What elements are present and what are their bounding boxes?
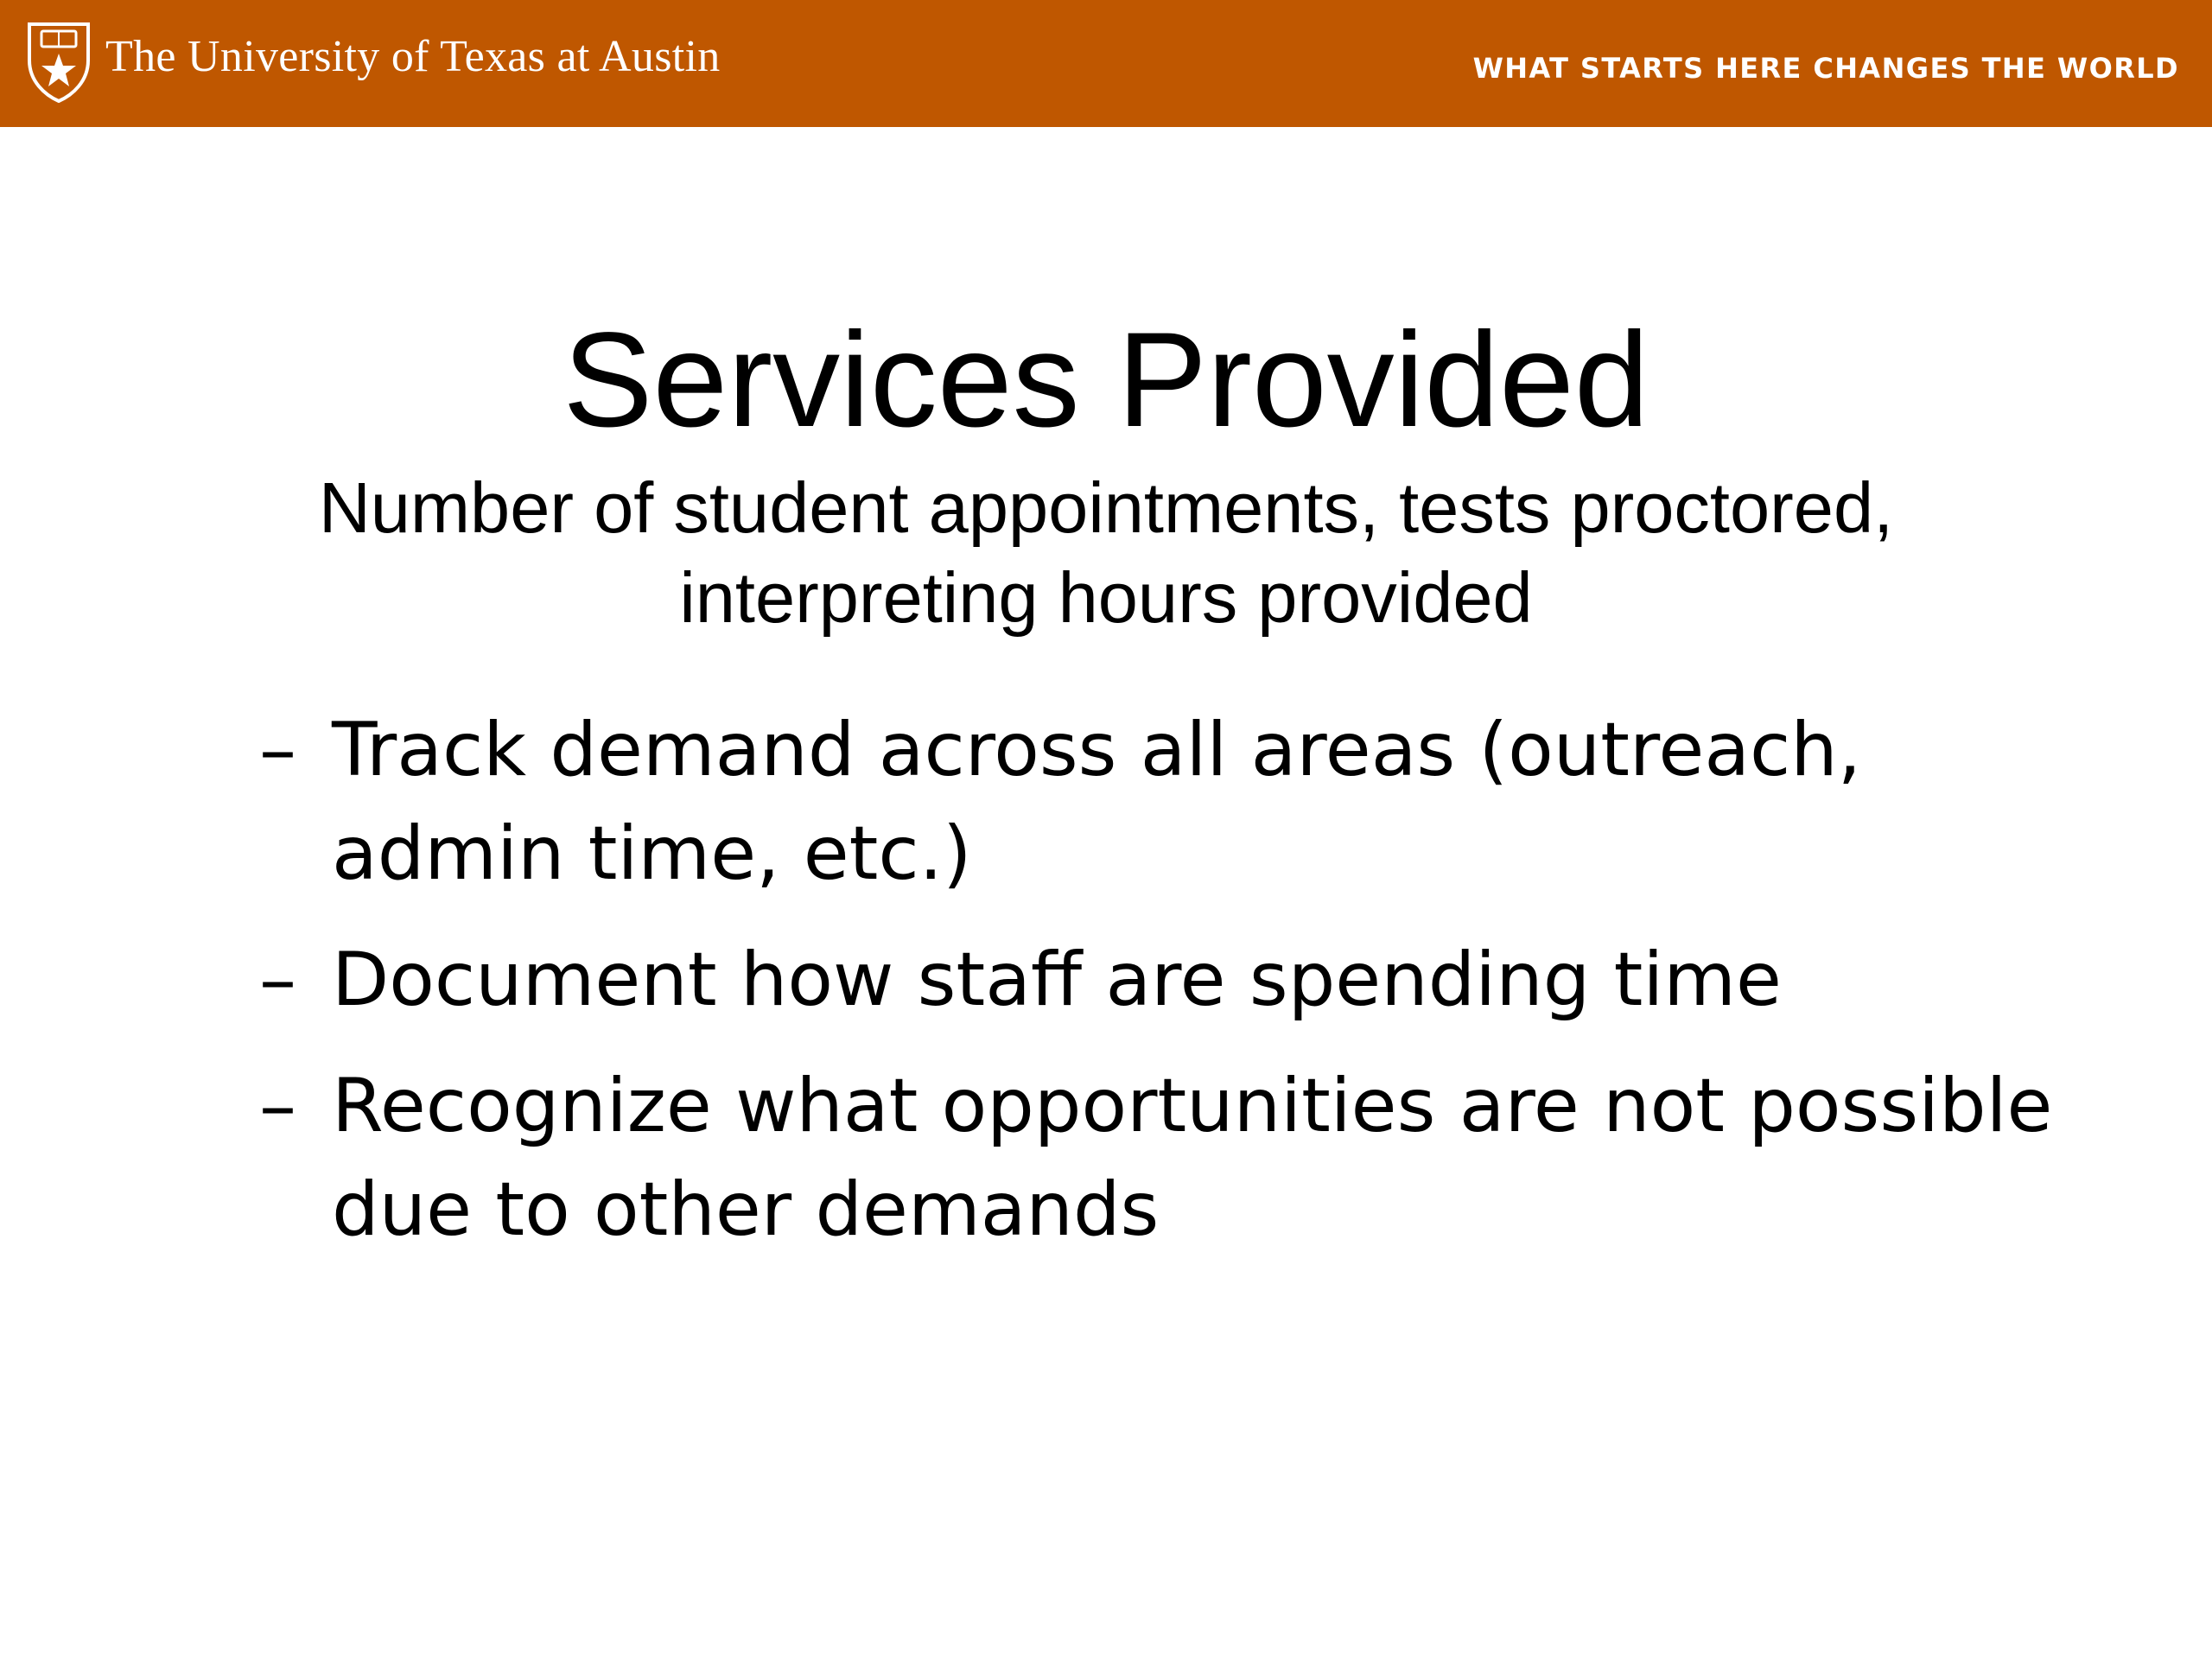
slide-title: Services Provided: [563, 305, 1649, 455]
header-bar: [0, 0, 2212, 127]
bullet-text: Recognize what opportunities are not possible due to other demands: [332, 1063, 2053, 1253]
bullet-list: [259, 698, 2056, 1284]
bullet-item: [259, 1054, 2056, 1262]
ut-shield-icon: [26, 21, 92, 104]
bullet-item: [259, 698, 2056, 906]
bullet-text: Track demand across all areas (outreach, admin time, etc.): [332, 707, 1862, 897]
tagline: WHAT STARTS HERE CHANGES THE WORLD: [1472, 52, 2179, 85]
bullet-item: [259, 928, 2056, 1032]
slide-subtitle: Number of student appointments, tests proctored, interpreting hours provided: [318, 467, 1894, 638]
bullet-dash: –: [259, 937, 296, 1023]
university-name: The University of Texas at Austin: [105, 32, 721, 81]
bullet-dash: –: [259, 1063, 296, 1149]
bullet-dash: –: [259, 707, 296, 793]
bullet-text: Document how staff are spending time: [332, 937, 1782, 1023]
